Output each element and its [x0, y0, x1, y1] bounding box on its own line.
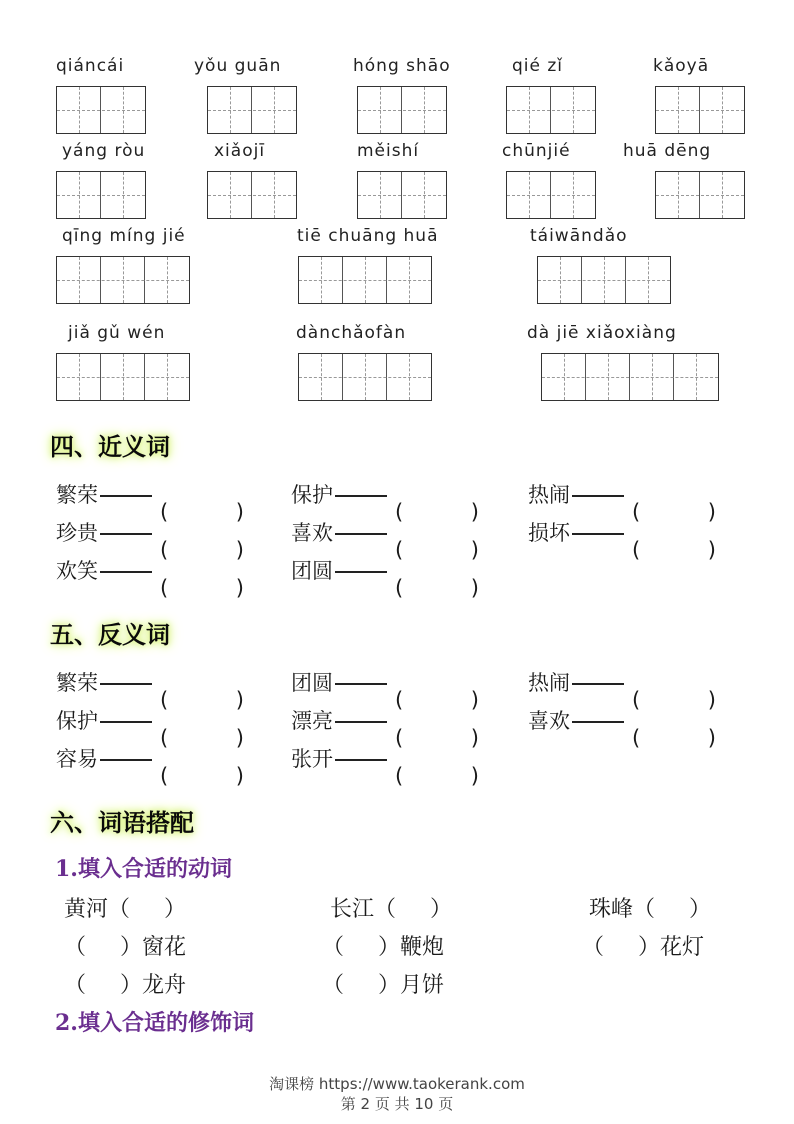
- writing-grid[interactable]: [298, 353, 432, 401]
- pinyin-label: kǎoyā: [653, 56, 710, 76]
- grid-cell[interactable]: [358, 87, 402, 133]
- dash: [100, 495, 152, 497]
- synonym-item[interactable]: [291, 555, 471, 585]
- grid-cell[interactable]: [57, 354, 101, 400]
- grid-cell[interactable]: [252, 172, 296, 218]
- synonym-item[interactable]: [56, 479, 236, 509]
- pinyin-label: huā dēng: [623, 141, 712, 161]
- word: 损坏: [528, 521, 570, 545]
- grid-cell[interactable]: [57, 257, 101, 303]
- antonym-item[interactable]: [291, 667, 471, 697]
- antonym-item[interactable]: [291, 743, 471, 773]
- section-heading-synonyms: 四、近义词: [50, 432, 170, 461]
- word: 团圆: [291, 671, 333, 695]
- synonym-item[interactable]: [291, 517, 471, 547]
- word: 容易: [56, 747, 98, 771]
- antonym-item[interactable]: [56, 705, 236, 735]
- pinyin-label: yǒu guān: [194, 56, 282, 76]
- dash: [572, 533, 624, 535]
- pinyin-label: qié zǐ: [512, 56, 564, 76]
- grid-cell[interactable]: [343, 354, 387, 400]
- word: 月饼: [400, 973, 445, 998]
- grid-cell[interactable]: [630, 354, 674, 400]
- antonym-item[interactable]: [528, 705, 708, 735]
- writing-grid[interactable]: [655, 86, 745, 134]
- grid-cell[interactable]: [299, 257, 343, 303]
- writing-grid[interactable]: [56, 353, 190, 401]
- fill-item[interactable]: （ ）窗花: [64, 935, 187, 960]
- grid-cell[interactable]: [57, 87, 101, 133]
- writing-grid[interactable]: [56, 86, 146, 134]
- antonym-item[interactable]: [56, 667, 236, 697]
- writing-grid[interactable]: [357, 171, 447, 219]
- grid-cell[interactable]: [507, 87, 551, 133]
- dash: [100, 721, 152, 723]
- dash: [100, 533, 152, 535]
- word: 窗花: [142, 935, 187, 960]
- word: 热闹: [528, 483, 570, 507]
- pinyin-label: táiwāndǎo: [530, 226, 628, 246]
- word: 喜欢: [528, 709, 570, 733]
- dash: [572, 495, 624, 497]
- word: 热闹: [528, 671, 570, 695]
- grid-cell[interactable]: [626, 257, 670, 303]
- grid-cell[interactable]: [208, 172, 252, 218]
- grid-cell[interactable]: [101, 87, 145, 133]
- grid-cell[interactable]: [656, 172, 700, 218]
- grid-cell[interactable]: [387, 354, 431, 400]
- fill-item[interactable]: 黄河（ ）: [64, 897, 187, 922]
- pinyin-label: jiǎ gǔ wén: [68, 323, 166, 343]
- word: 繁荣: [56, 671, 98, 695]
- word: 漂亮: [291, 709, 333, 733]
- dash: [100, 759, 152, 761]
- word: 龙舟: [142, 973, 187, 998]
- synonym-item[interactable]: [56, 517, 236, 547]
- writing-grid[interactable]: [56, 171, 146, 219]
- fill-item[interactable]: 长江（ ）: [330, 897, 453, 922]
- grid-cell[interactable]: [57, 172, 101, 218]
- grid-cell[interactable]: [358, 172, 402, 218]
- pinyin-label: chūnjié: [502, 141, 571, 161]
- grid-cell[interactable]: [343, 257, 387, 303]
- synonym-item[interactable]: [528, 479, 708, 509]
- antonym-item[interactable]: [56, 743, 236, 773]
- writing-grid[interactable]: [537, 256, 671, 304]
- grid-cell[interactable]: [656, 87, 700, 133]
- writing-grid[interactable]: [207, 86, 297, 134]
- word: 保护: [56, 709, 98, 733]
- grid-cell[interactable]: [700, 172, 744, 218]
- word: 保护: [291, 483, 333, 507]
- dash: [335, 571, 387, 573]
- writing-grid[interactable]: [541, 353, 719, 401]
- grid-cell[interactable]: [402, 172, 446, 218]
- grid-cell[interactable]: [145, 354, 189, 400]
- grid-cell[interactable]: [101, 354, 145, 400]
- dash: [335, 683, 387, 685]
- section-heading-collocation: 六、词语搭配: [50, 808, 194, 837]
- word: 繁荣: [56, 483, 98, 507]
- writing-grid[interactable]: [357, 86, 447, 134]
- word: 欢笑: [56, 559, 98, 583]
- grid-cell[interactable]: [252, 87, 296, 133]
- dash: [100, 683, 152, 685]
- grid-cell[interactable]: [208, 87, 252, 133]
- word: 团圆: [291, 559, 333, 583]
- pinyin-label: xiǎojī: [214, 141, 266, 161]
- grid-cell[interactable]: [101, 172, 145, 218]
- pinyin-label: dànchǎofàn: [296, 323, 407, 343]
- grid-cell[interactable]: [551, 172, 595, 218]
- grid-cell[interactable]: [542, 354, 586, 400]
- writing-grid[interactable]: [506, 171, 596, 219]
- pinyin-label: yáng ròu: [62, 141, 146, 161]
- dash: [572, 721, 624, 723]
- writing-grid[interactable]: [506, 86, 596, 134]
- word: 长江: [330, 897, 375, 922]
- synonym-item[interactable]: [291, 479, 471, 509]
- writing-grid[interactable]: [298, 256, 432, 304]
- fill-item[interactable]: （ ）鞭炮: [322, 935, 445, 960]
- writing-grid[interactable]: [56, 256, 190, 304]
- pinyin-label: měishí: [357, 141, 420, 161]
- grid-cell[interactable]: [507, 172, 551, 218]
- synonym-item[interactable]: [56, 555, 236, 585]
- pinyin-label: qīng míng jié: [62, 226, 186, 246]
- pinyin-label: hóng shāo: [353, 56, 451, 76]
- fill-item[interactable]: 珠峰（ ）: [589, 897, 712, 922]
- fill-item[interactable]: （ ）花灯: [582, 935, 705, 960]
- grid-cell[interactable]: [402, 87, 446, 133]
- dash: [100, 571, 152, 573]
- antonym-item[interactable]: [291, 705, 471, 735]
- grid-cell[interactable]: [551, 87, 595, 133]
- fill-item[interactable]: （ ）龙舟: [64, 973, 187, 998]
- grid-cell[interactable]: [538, 257, 582, 303]
- subheading-verbs: 1.填入合适的动词: [55, 856, 232, 882]
- synonym-item[interactable]: [528, 517, 708, 547]
- word: 花灯: [660, 935, 705, 960]
- dash: [335, 721, 387, 723]
- word: 鞭炮: [400, 935, 445, 960]
- word: 珍贵: [56, 521, 98, 545]
- writing-grid[interactable]: [655, 171, 745, 219]
- writing-grid[interactable]: [207, 171, 297, 219]
- dash: [572, 683, 624, 685]
- fill-item[interactable]: （ ）月饼: [322, 973, 445, 998]
- word: 黄河: [64, 897, 109, 922]
- grid-cell[interactable]: [101, 257, 145, 303]
- grid-cell[interactable]: [145, 257, 189, 303]
- grid-cell[interactable]: [387, 257, 431, 303]
- antonym-item[interactable]: [528, 667, 708, 697]
- dash: [335, 533, 387, 535]
- word: 喜欢: [291, 521, 333, 545]
- word: 珠峰: [589, 897, 634, 922]
- grid-cell[interactable]: [586, 354, 630, 400]
- grid-cell[interactable]: [299, 354, 343, 400]
- grid-cell[interactable]: [582, 257, 626, 303]
- dash: [335, 495, 387, 497]
- word: 张开: [291, 747, 333, 771]
- pinyin-label: qiáncái: [56, 56, 125, 76]
- pinyin-label: tiē chuāng huā: [297, 226, 439, 246]
- pinyin-label: dà jiē xiǎoxiàng: [527, 323, 677, 343]
- section-heading-antonyms: 五、反义词: [50, 620, 170, 649]
- subheading-modifiers: 2.填入合适的修饰词: [55, 1010, 254, 1036]
- grid-cell[interactable]: [674, 354, 718, 400]
- footer-site: 淘课榜 https://www.taokerank.com: [269, 1075, 525, 1093]
- dash: [335, 759, 387, 761]
- footer-page-number: 第 2 页 共 10 页: [340, 1095, 454, 1113]
- grid-cell[interactable]: [700, 87, 744, 133]
